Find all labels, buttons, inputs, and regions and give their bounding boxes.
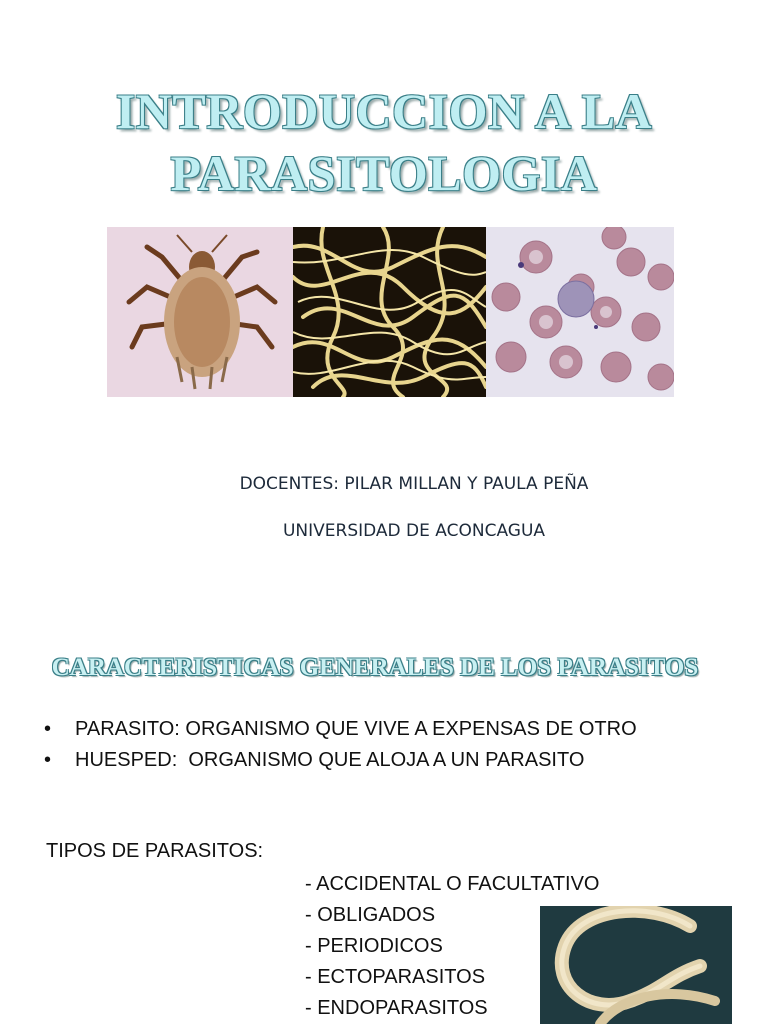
bullet-icon: • <box>44 749 52 771</box>
louse-photo <box>107 227 293 397</box>
university-text: UNIVERSIDAD DE ACONCAGUA <box>282 521 546 541</box>
nematode-worms-photo <box>293 227 486 397</box>
list-item <box>44 745 637 776</box>
bullet-icon: • <box>44 718 52 740</box>
definition-huesped: HUESPED: ORGANISMO QUE ALOJA A UN PARASITO <box>75 749 585 771</box>
title-line-1: INTRODUCCION A LA <box>115 83 653 139</box>
list-item: - OBLIGADOS <box>305 904 436 926</box>
image-strip <box>107 227 674 397</box>
blood-cells-micrograph <box>486 227 674 397</box>
definitions-list <box>44 714 637 776</box>
tipos-heading: TIPOS DE PARASITOS: <box>46 840 264 862</box>
page-title <box>0 80 768 204</box>
docentes-text: DOCENTES: PILAR MILLAN Y PAULA PEÑA <box>239 474 589 494</box>
list-item: - ACCIDENTAL O FACULTATIVO <box>305 873 600 895</box>
section-subtitle: CARACTERISTICAS GENERALES DE LOS PARASITOS <box>51 654 699 681</box>
list-item: - ECTOPARASITOS <box>305 966 486 988</box>
roundworm-photo <box>540 906 732 1024</box>
definition-parasito: PARASITO: ORGANISMO QUE VIVE A EXPENSAS DE OTRO <box>75 718 637 740</box>
title-line-2: PARASITOLOGIA <box>170 145 598 201</box>
list-item <box>44 714 637 745</box>
list-item: - PERIODICOS <box>305 935 443 957</box>
list-item: - ENDOPARASITOS <box>305 997 488 1019</box>
